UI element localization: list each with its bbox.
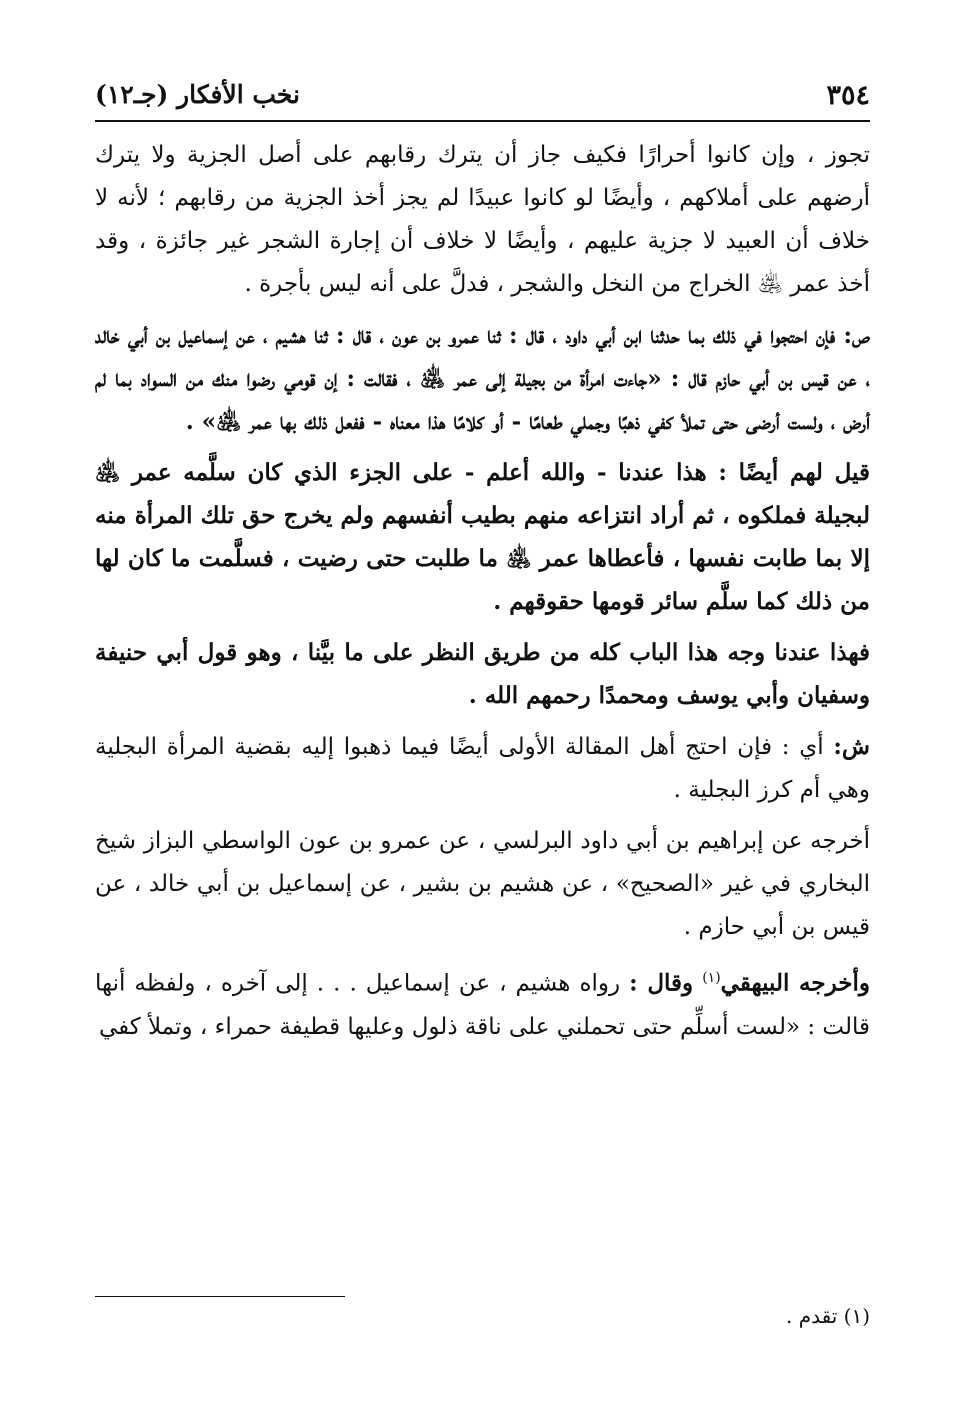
paragraph-6-text: أخرجه عن إبراهيم بن أبي داود البرلسي ، عن عمرو بن عون الواسطي البزاز شيخ البخاري في غير «الصحيح» ، عن هشيم بن بشير ، عن إسماعيل بن أبي خالد ، عن قيس بن أبي حازم . xyxy=(95,828,870,940)
paragraph-7-bold-2: وقال : xyxy=(629,969,694,997)
footnote-1: (١) تقدم . xyxy=(785,1304,870,1328)
paragraph-5-label: ش: xyxy=(833,733,870,760)
header-rule xyxy=(95,120,870,122)
page-body xyxy=(95,134,870,1049)
paragraph-2 xyxy=(95,314,870,443)
page-number: ٣٥٤ xyxy=(826,80,870,111)
paragraph-1-text: تجوز ، وإن كانوا أحرارًا فكيف جاز أن يترك رقابهم على أصل الجزية ولا يترك أرضهم على أملاكهم ، وأيضًا لو كانوا عبيدًا لم يجز أخذ الجزية من رقابهم ؛ لأنه لا خلاف أن العبيد لا جزية عليهم ، وأيضًا لا خلاف أن إجارة الشجر غير جائزة ، وقد أخذ عمر ﵁ الخراج من النخل والشجر ، فدلَّ على أنه ليس بأجرة . xyxy=(95,142,870,297)
paragraph-2-text: فإن احتجوا في ذلك بما حدثنا ابن أبي داود ، قال : ثنا عمرو بن عون ، قال : ثنا هشيم ، عن إسماعيل بن أبي خالد ، عن قيس بن أبي حازم قال : «جاءت امرأة من بجيلة إلى عمر ﵁ ، فقالت : إن قومي رضوا منك من السواد بما لم أرض ، ولست أرضى حتى تملأ كفي ذهبًا وجملي طعامًا - أو كلامًا هذا معناه - ففعل ذلك بها عمر ﵁» . xyxy=(95,322,870,435)
paragraph-2-label: ص: xyxy=(843,322,870,349)
paragraph-1 xyxy=(95,134,870,306)
paragraph-4 xyxy=(95,631,870,717)
footnote-rule xyxy=(95,1296,345,1297)
paragraph-3 xyxy=(95,451,870,623)
running-title: نخب الأفكار (جـ١٢) xyxy=(95,80,301,109)
paragraph-6 xyxy=(95,820,870,949)
footnote-marker: (١) xyxy=(702,970,721,986)
page-header xyxy=(95,78,870,120)
document-page xyxy=(95,78,870,1057)
paragraph-7 xyxy=(95,957,870,1049)
paragraph-4-text: فهذا عندنا وجه هذا الباب كله من طريق النظر على ما بيَّنا ، وهو قول أبي حنيفة وسفيان وأبي يوسف ومحمدًا رحمهم الله . xyxy=(95,639,870,709)
paragraph-5-text: أي : فإن احتج أهل المقالة الأولى أيضًا فيما ذهبوا إليه بقضية المرأة البجلية وهي أم كرز البجلية . xyxy=(95,734,870,803)
paragraph-7-bold: وأخرجه البيهقي xyxy=(720,969,871,997)
paragraph-5 xyxy=(95,725,870,812)
paragraph-3-text: قيل لهم أيضًا : هذا عندنا - والله أعلم - على الجزء الذي كان سلَّمه عمر ﵁ لبجيلة فملكوه ، ثم أراد انتزاعه منهم بطيب أنفسهم ولم يخرج حق تلك المرأة منه إلا بما طابت نفسها ، فأعطاها عمر ﵁ ما طلبت حتى رضيت ، فسلَّمت ما كان لها من ذلك كما سلَّم سائر قومها حقوقهم . xyxy=(95,459,870,615)
paragraph-7-text: رواه هشيم ، عن إسماعيل . . . إلى آخره ، ولفظه أنها قالت : «لست أسلِّم حتى تحملني على ناقة ذلول وعليها قطيفة حمراء ، وتملأ كفي xyxy=(95,970,870,1040)
